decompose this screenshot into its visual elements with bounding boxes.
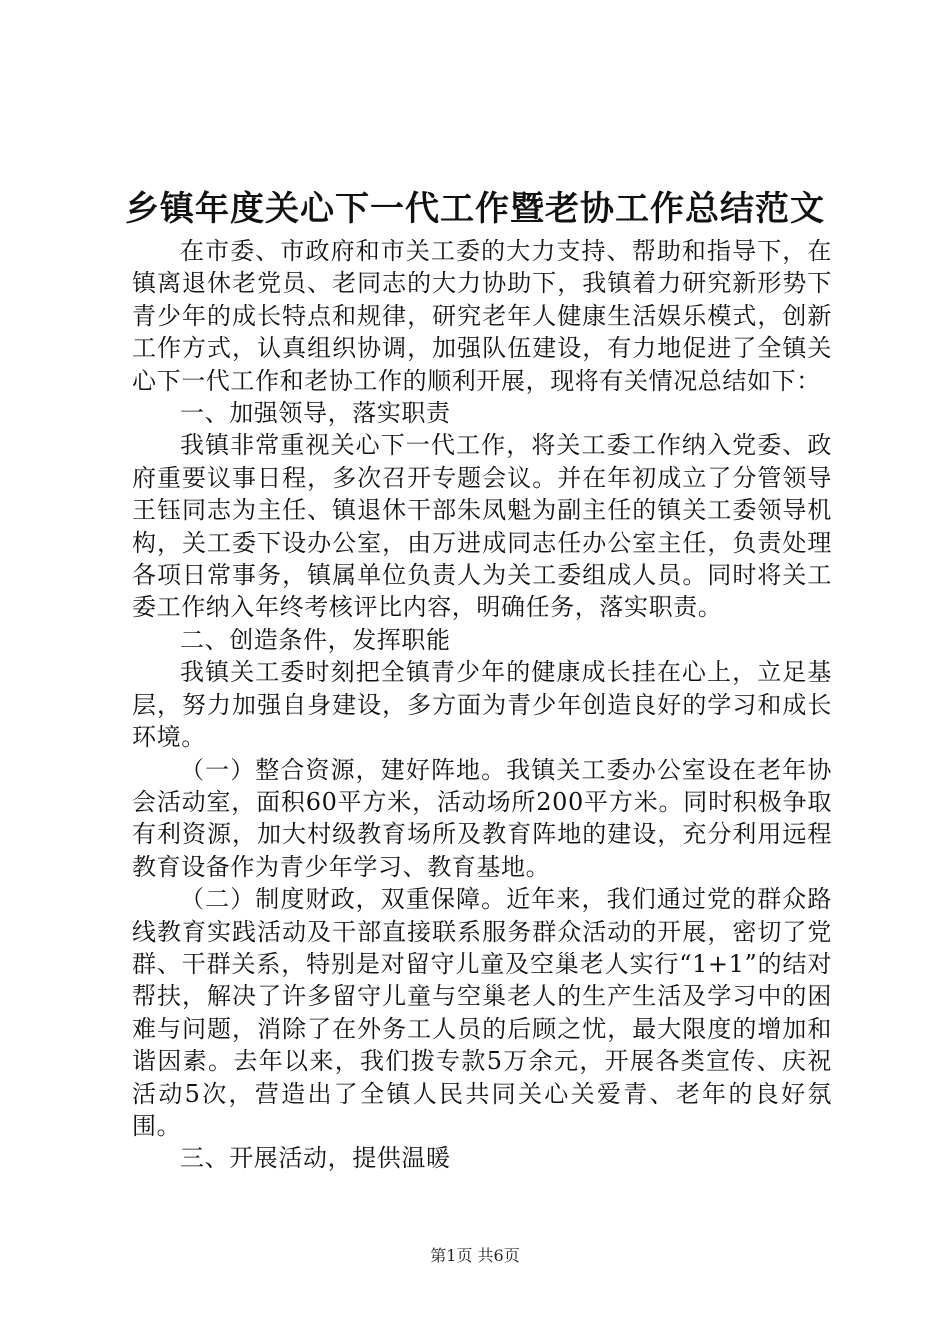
section-heading-1: 一、加强领导，落实职责 xyxy=(180,399,451,428)
paragraph-resources: （一）整合资源，建好阵地。我镇关工委办公室设在老年协会活动室，面积60平方米，活动场所200平方米。同时积极争取有利资源，加大村级教育场所及教育阵地的建设，充分利用远程教育设备作为青少年学习、教育基地。 xyxy=(132,755,832,881)
section-heading-3: 三、开展活动，提供温暖 xyxy=(180,1144,451,1173)
document-body xyxy=(132,235,832,1175)
document-title: 乡镇年度关心下一代工作暨老协工作总结范文 xyxy=(125,189,825,229)
section-heading-2: 二、创造条件，发挥职能 xyxy=(180,625,451,654)
page-footer: 第1页 共6页 xyxy=(430,1246,520,1265)
paragraph-leadership: 我镇非常重视关心下一代工作，将关工委工作纳入党委、政府重要议事日程，多次召开专题会议。并在年初成立了分管领导王钰同志为主任、镇退休干部朱凤魁为副主任的镇关工委领导机构，关工委下设办公室，由万进成同志任办公室主任，负责处理各项日常事务，镇属单位负责人为关工委组成人员。同时将关工委工作纳入年终考核评比内容，明确任务，落实职责。 xyxy=(132,431,832,622)
paragraph-conditions: 我镇关工委时刻把全镇青少年的健康成长挂在心上，立足基层，努力加强自身建设，多方面为青少年创造良好的学习和成长环境。 xyxy=(132,658,832,752)
paragraph-intro: 在市委、市政府和市关工委的大力支持、帮助和指导下，在镇离退休老党员、老同志的大力协助下，我镇着力研究新形势下青少年的成长特点和规律，研究老年人健康生活娱乐模式，创新工作方式，认真组织协调，加强队伍建设，有力地促进了全镇关心下一代工作和老协工作的顺利开展，现将有关情况总结如下： xyxy=(132,237,832,395)
paragraph-finance: （二）制度财政，双重保障。近年来，我们通过党的群众路线教育实践活动及干部直接联系服务群众活动的开展，密切了党群、干群关系，特别是对留守儿童及空巢老人实行“1+1”的结对帮扶，解决了许多留守儿童与空巢老人的生产生活及学习中的困难与问题，消除了在外务工人员的后顾之忧，最大限度的增加和谐因素。去年以来，我们拨专款5万余元，开展各类宣传、庆祝活动5次，营造出了全镇人民共同关心关爱青、老年的良好氛围。 xyxy=(132,885,832,1140)
